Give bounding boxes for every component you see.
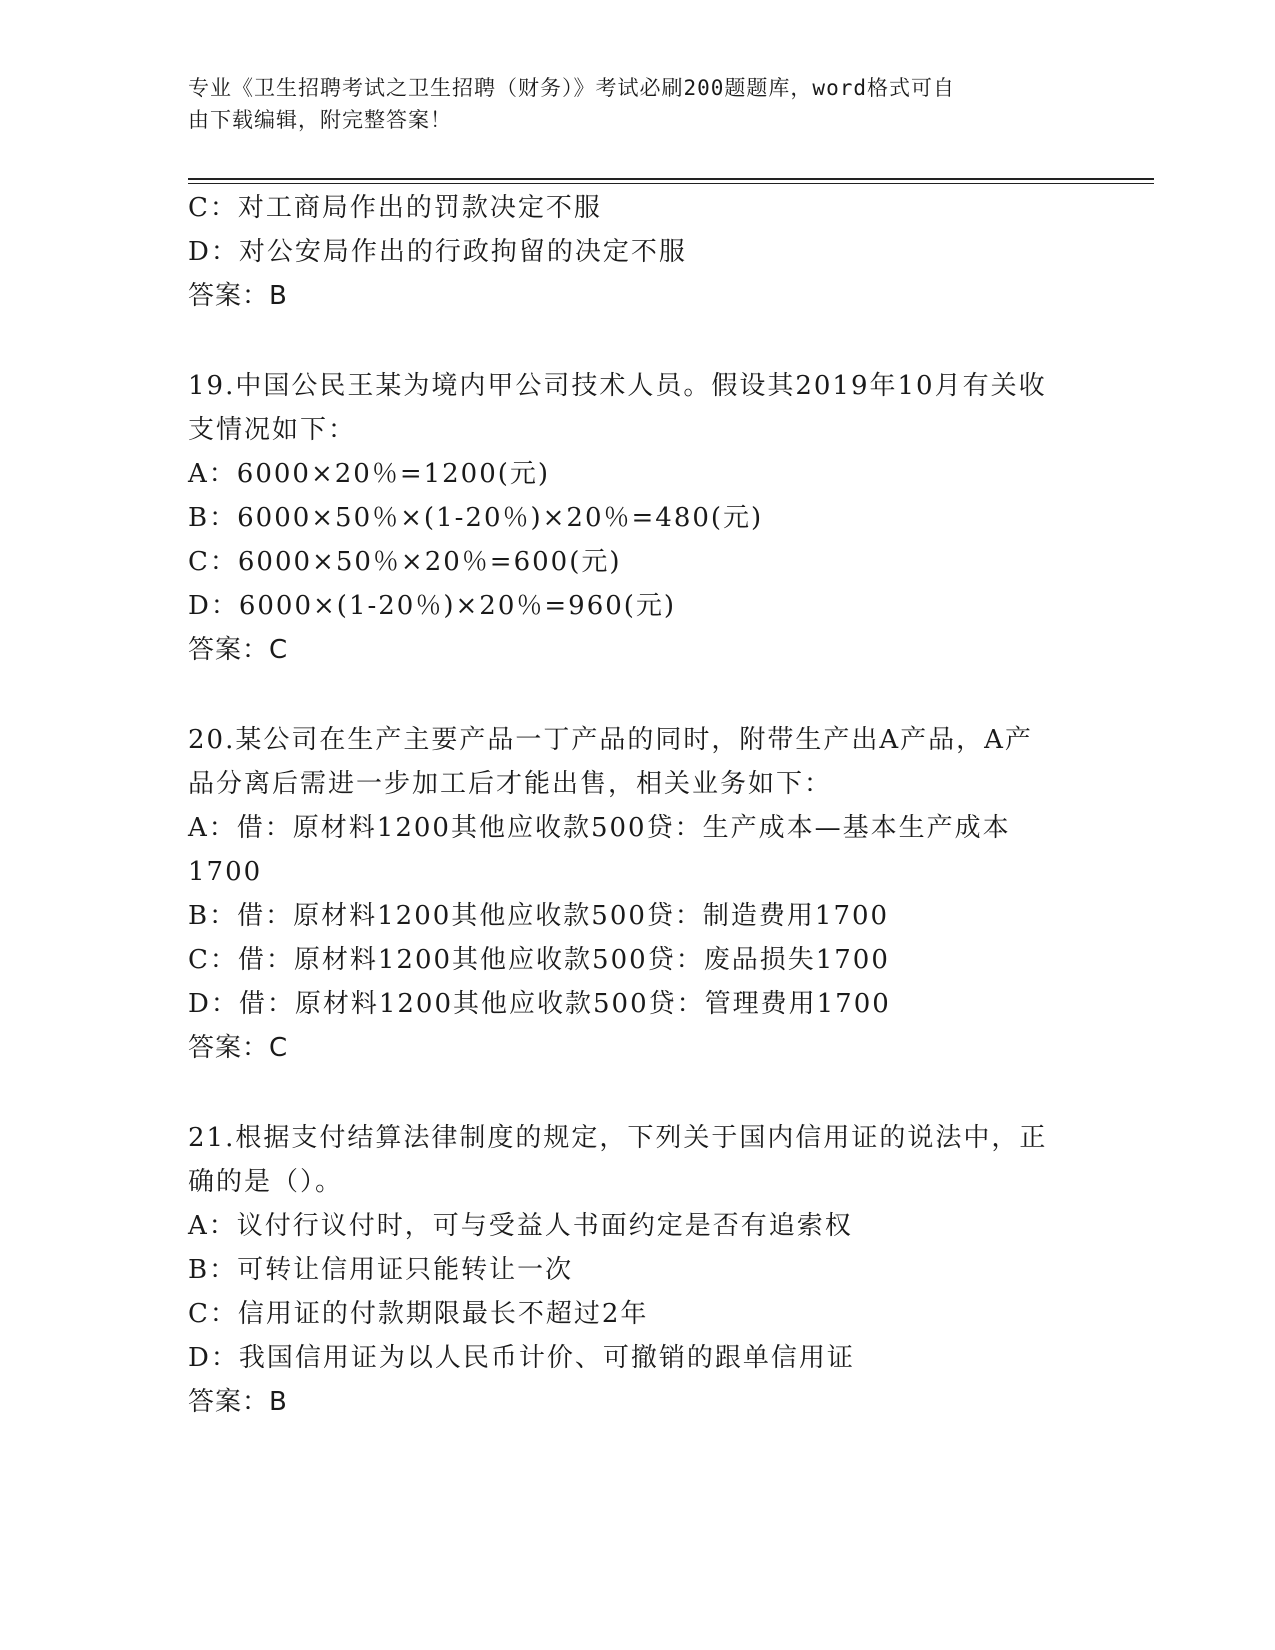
q20-option-d: D：借：原材料1200其他应收款500贷：管理费用1700 — [188, 989, 891, 1019]
q19-stem-line-1: 19.中国公民王某为境内甲公司技术人员。假设其2019年10月有关收 — [188, 371, 1047, 401]
document-header — [188, 72, 1068, 136]
q21-stem-line-2: 确的是（）。 — [188, 1167, 344, 1197]
q21-option-b: B：可转让信用证只能转让一次 — [188, 1255, 574, 1285]
header-line-1: 专业《卫生招聘考试之卫生招聘（财务）》考试必刷200题题库，word格式可自 — [188, 76, 955, 100]
q20-option-a-line-2: 1700 — [188, 857, 263, 887]
q20-option-b: B：借：原材料1200其他应收款500贷：制造费用1700 — [188, 901, 890, 931]
q19-option-d: D：6000×(1-20％)×20％=960(元) — [188, 591, 677, 621]
q21-option-a: A：议付行议付时，可与受益人书面约定是否有追索权 — [188, 1211, 853, 1241]
q18-option-c: C：对工商局作出的罚款决定不服 — [188, 193, 602, 223]
q18-answer: 答案：B — [188, 281, 288, 311]
header-divider-thick — [188, 178, 1154, 180]
header-divider-thin — [188, 183, 1154, 184]
q19-option-c: C：6000×50％×20％=600(元) — [188, 547, 622, 577]
q19-option-a: A：6000×20％=1200(元) — [188, 459, 551, 489]
header-line-2: 由下载编辑，附完整答案！ — [188, 108, 452, 132]
q21-stem-line-1: 21.根据支付结算法律制度的规定，下列关于国内信用证的说法中，正 — [188, 1123, 1048, 1153]
q20-answer: 答案：C — [188, 1033, 289, 1063]
q19-stem-line-2: 支情况如下： — [188, 415, 357, 445]
q19-option-b: B：6000×50％×(1-20％)×20％=480(元) — [188, 503, 764, 533]
q21-option-c: C：信用证的付款期限最长不超过2年 — [188, 1299, 649, 1329]
q21-option-d: D：我国信用证为以人民币计价、可撤销的跟单信用证 — [188, 1343, 855, 1373]
q20-option-c: C：借：原材料1200其他应收款500贷：废品损失1700 — [188, 945, 890, 975]
q20-stem-line-2: 品分离后需进一步加工后才能出售，相关业务如下： — [188, 769, 833, 799]
q18-option-d: D：对公安局作出的行政拘留的决定不服 — [188, 237, 687, 267]
q20-stem-line-1: 20.某公司在生产主要产品一丁产品的同时，附带生产出A产品，A产 — [188, 725, 1033, 755]
q21-answer: 答案：B — [188, 1387, 288, 1417]
q19-answer: 答案：C — [188, 635, 289, 665]
q20-option-a-line-1: A：借：原材料1200其他应收款500贷：生产成本—基本生产成本 — [188, 813, 1011, 843]
